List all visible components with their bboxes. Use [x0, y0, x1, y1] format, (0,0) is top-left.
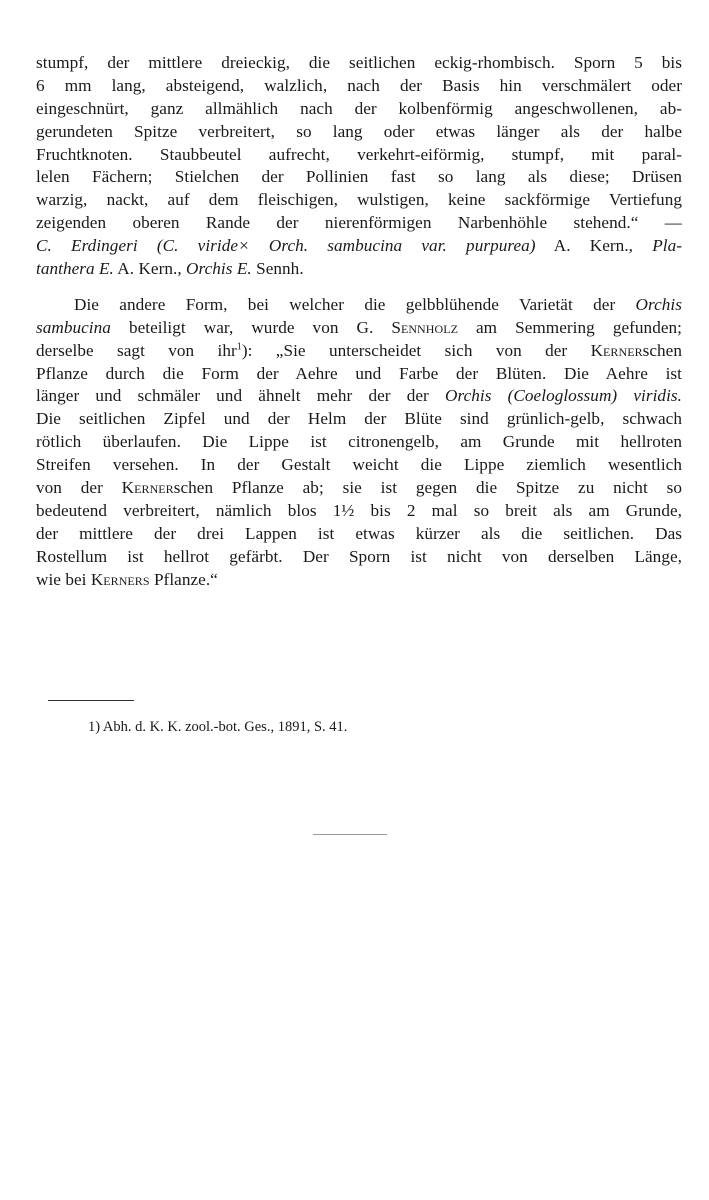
text-segment: A. Kern.,: [113, 259, 187, 279]
taxon-name: C. Erdingeri (C. viride× Orch. sambucina var. purpurea): [36, 236, 536, 256]
author-name: Kerners: [90, 569, 150, 589]
text-line: gerundeten Spitze verbreitert, so lang oder etwas länger als der halbe: [36, 121, 682, 141]
text-segment: A. Kern.,: [535, 236, 653, 256]
text-line: rötlich überlaufen. Die Lippe ist citronengelb, am Grunde mit hellroten: [36, 432, 682, 452]
text-segment: Sennh.: [251, 259, 304, 279]
text-line: [36, 294, 682, 317]
text-line: Streifen versehen. In der Gestalt weicht die Lippe ziemlich wesentlich: [36, 455, 682, 475]
text-segment: Pflanze.“: [149, 569, 218, 589]
text-segment: Die andere Form, bei welcher die gelbblühende Varietät der: [74, 294, 636, 314]
section-end-rule: [313, 834, 387, 835]
text-line: [36, 340, 682, 363]
text-segment: schen: [642, 340, 683, 360]
text-segment: beteiligt war, wurde von G.: [110, 317, 392, 337]
text-line: lelen Fächern; Stielchen der Pollinien fast so lang als diese; Drüsen: [36, 167, 682, 187]
text-segment: von der: [36, 478, 122, 498]
text-line: Pflanze durch die Form der Aehre und Farbe der Blüten. Die Aehre ist: [36, 363, 682, 383]
text-segment: am Semmering gefunden;: [457, 317, 682, 337]
text-line: Fruchtknoten. Staubbeutel aufrecht, verkehrt-eiförmig, stumpf, mit paral-: [36, 144, 682, 164]
paragraph-1: [36, 52, 682, 281]
text-line: bedeutend verbreitert, nämlich blos 1½ bis 2 mal so breit als am Grunde,: [36, 500, 682, 520]
page-body: [36, 52, 682, 591]
text-line: eingeschnürt, ganz allmählich nach der kolbenförmig angeschwollenen, ab-: [36, 98, 682, 118]
taxon-name: tanthera E.: [36, 259, 114, 279]
taxon-name: Orchis: [635, 294, 682, 314]
text-line: [36, 258, 682, 281]
taxon-name: Orchis (Coeloglossum) viridis.: [445, 386, 682, 406]
text-line: Die seitlichen Zipfel und der Helm der Blüte sind grünlich-gelb, schwach: [36, 409, 682, 429]
text-line: der mittlere der drei Lappen ist etwas kürzer als die seitlichen. Das: [36, 523, 682, 543]
text-line: 6 mm lang, absteigend, walzlich, nach der Basis hin verschmälert oder: [36, 75, 682, 95]
text-segment: derselbe sagt von ihr: [36, 340, 237, 360]
taxon-name: sambucina: [36, 317, 111, 337]
text-segment: wie bei: [36, 569, 91, 589]
text-segment: länger und schmäler und ähnelt mehr der der: [36, 386, 445, 406]
text-segment: schen Pflanze ab; sie ist gegen die Spitze zu nicht so: [173, 478, 682, 498]
footnote-divider: [48, 700, 134, 701]
text-line: Rostellum ist hellrot gefärbt. Der Sporn ist nicht von derselben Länge,: [36, 546, 682, 566]
author-name: Kerner: [590, 340, 643, 360]
text-line: [36, 569, 682, 592]
text-segment: ): „Sie unterscheidet sich von der: [241, 340, 591, 360]
taxon-name: Orchis E.: [186, 259, 252, 279]
footnote-marker: 1: [236, 340, 242, 352]
text-line: [36, 235, 682, 258]
text-line: [36, 385, 682, 408]
text-line: [36, 477, 682, 500]
text-line: stumpf, der mittlere dreieckig, die seitlichen eckig-rhombisch. Sporn 5 bis: [36, 53, 682, 72]
paragraph-gap: [36, 281, 682, 294]
text-line: [36, 317, 682, 340]
taxon-name: Pla-: [652, 236, 682, 256]
footnote: 1) Abh. d. K. K. zool.-bot. Ges., 1891, S. 41.: [88, 719, 348, 735]
paragraph-2: [36, 294, 682, 592]
text-line: warzig, nackt, auf dem fleischigen, wulstigen, keine sackförmige Vertiefung: [36, 190, 682, 210]
author-name: Sennholz: [391, 317, 458, 337]
text-line: zeigenden oberen Rande der nierenförmigen Narbenhöhle stehend.“ —: [36, 213, 682, 233]
author-name: Kerner: [121, 478, 174, 498]
